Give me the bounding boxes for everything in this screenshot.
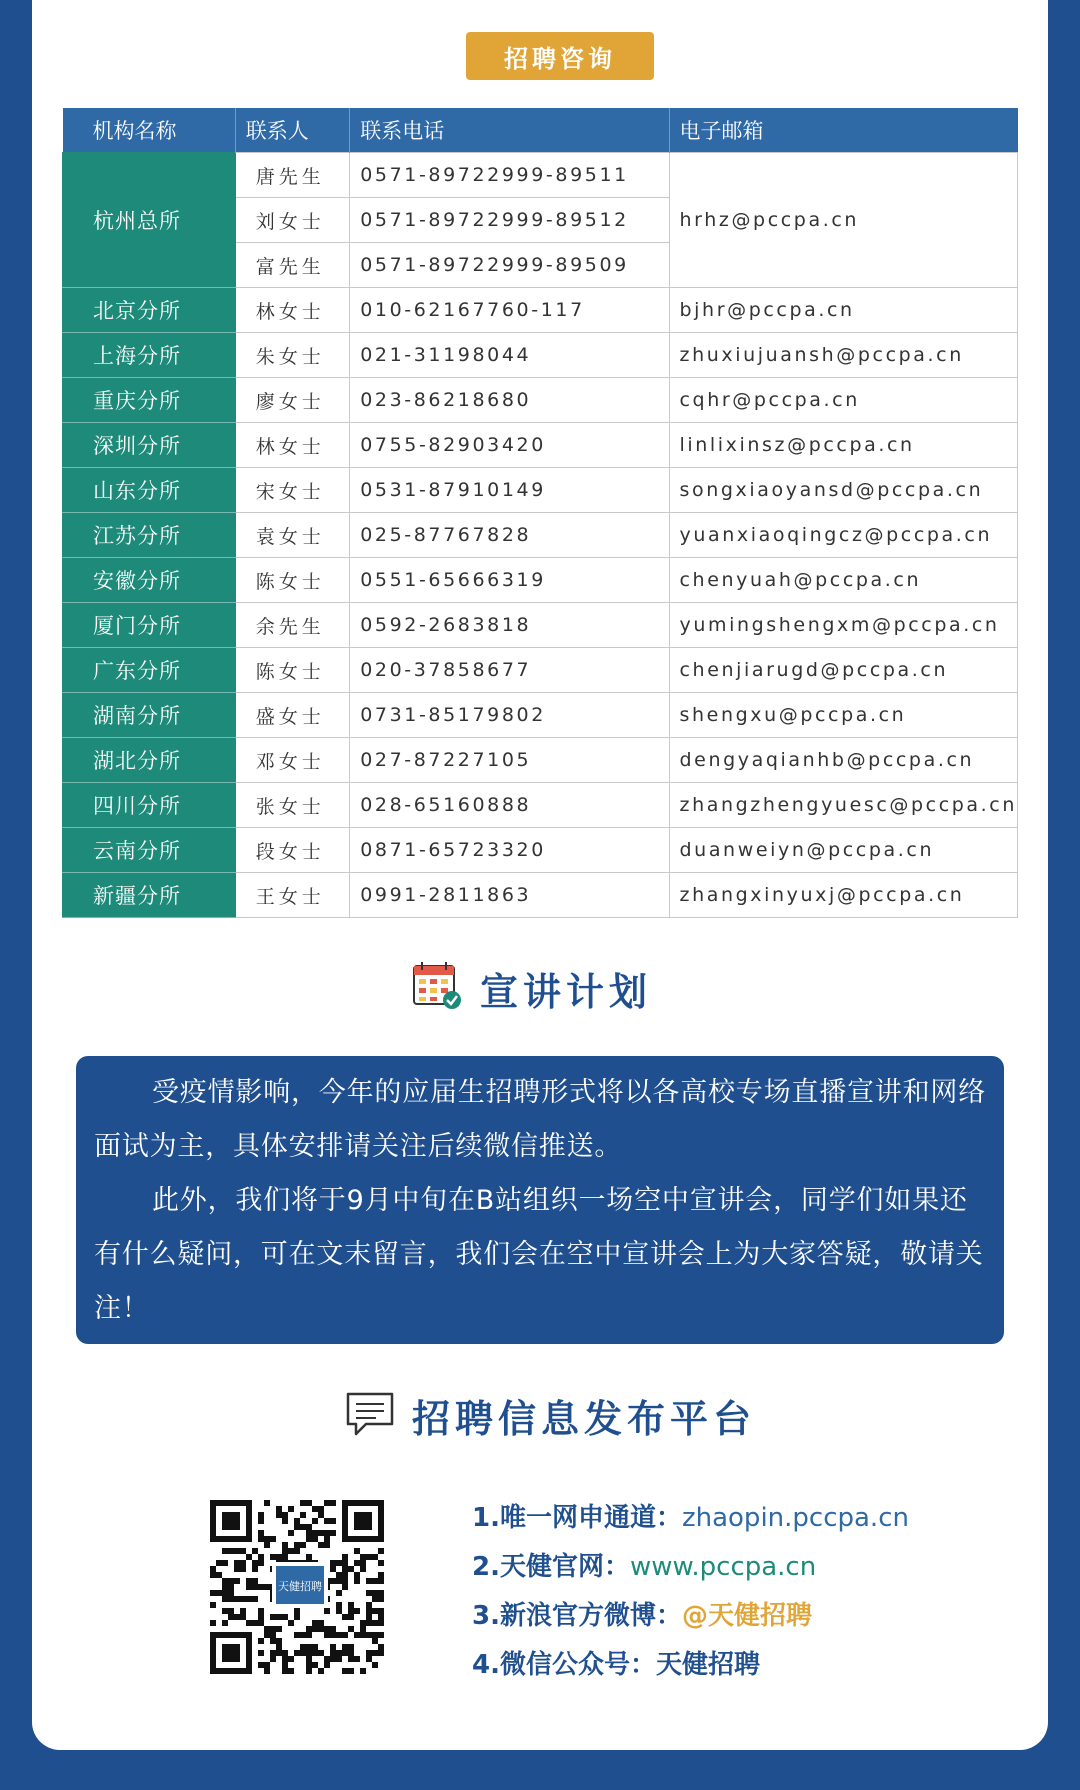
person-cell: 刘女士 <box>235 198 349 243</box>
table-row <box>63 873 1018 918</box>
apply-link[interactable]: zhaopin.pccpa.cn <box>681 1503 909 1533</box>
table-row <box>63 738 1018 783</box>
table-row <box>63 603 1018 648</box>
table-row <box>63 828 1018 873</box>
website-link[interactable]: www.pccpa.cn <box>629 1552 817 1582</box>
org-cell: 广东分所 <box>63 648 236 693</box>
org-cell: 山东分所 <box>63 468 236 513</box>
email-cell[interactable]: duanweiyn@pccpa.cn <box>669 828 1017 873</box>
phone-cell: 0731-85179802 <box>350 693 669 738</box>
person-cell: 盛女士 <box>235 693 349 738</box>
phone-cell: 0571-89722999-89511 <box>350 153 669 198</box>
person-cell: 邓女士 <box>235 738 349 783</box>
email-cell[interactable]: chenyuah@pccpa.cn <box>669 558 1017 603</box>
table-row <box>63 468 1018 513</box>
email-cell[interactable]: linlixinsz@pccpa.cn <box>669 423 1017 468</box>
phone-cell: 025-87767828 <box>350 513 669 558</box>
table-row <box>63 378 1018 423</box>
org-cell: 云南分所 <box>63 828 236 873</box>
notice-paragraph: 此外，我们将于9月中旬在B站组织一场空中宣讲会，同学们如果还有什么疑问，可在文末留言，我们会在空中宣讲会上为大家答疑，敬请关注！ <box>94 1185 984 1324</box>
email-cell[interactable]: zhuxiujuansh@pccpa.cn <box>669 333 1017 378</box>
notice-paragraph: 受疫情影响，今年的应届生招聘形式将以各高校专场直播宣讲和网络面试为主，具体安排请关注后续微信推送。 <box>94 1077 986 1162</box>
table-row <box>63 558 1018 603</box>
person-cell: 陈女士 <box>235 648 349 693</box>
table-row <box>63 693 1018 738</box>
link-row <box>472 1494 909 1543</box>
email-cell[interactable]: zhangxinyuxj@pccpa.cn <box>669 873 1017 918</box>
person-cell: 宋女士 <box>235 468 349 513</box>
link-label: 2.天健官网： <box>472 1552 630 1582</box>
org-cell: 北京分所 <box>63 288 236 333</box>
person-cell: 王女士 <box>235 873 349 918</box>
phone-cell: 0592-2683818 <box>350 603 669 648</box>
email-cell[interactable]: songxiaoyansd@pccpa.cn <box>669 468 1017 513</box>
table-row <box>63 333 1018 378</box>
platform-heading <box>344 1388 756 1443</box>
plan-title: 宣讲计划 <box>480 969 653 1014</box>
email-cell[interactable]: yuanxiaoqingcz@pccpa.cn <box>669 513 1017 558</box>
org-cell: 湖南分所 <box>63 693 236 738</box>
calendar-check-icon <box>410 960 464 1016</box>
org-cell: 四川分所 <box>63 783 236 828</box>
header-person: 联系人 <box>235 108 349 153</box>
org-cell: 重庆分所 <box>63 378 236 423</box>
phone-cell: 0755-82903420 <box>350 423 669 468</box>
email-cell[interactable]: bjhr@pccpa.cn <box>669 288 1017 333</box>
org-cell: 安徽分所 <box>63 558 236 603</box>
table-row <box>63 288 1018 333</box>
link-label: 3.新浪官方微博： <box>472 1601 682 1631</box>
link-row <box>472 1641 909 1690</box>
phone-cell: 0531-87910149 <box>350 468 669 513</box>
chat-bubble-icon <box>344 1390 396 1442</box>
person-cell: 林女士 <box>235 288 349 333</box>
qr-code[interactable] <box>210 1500 390 1674</box>
person-cell: 廖女士 <box>235 378 349 423</box>
person-cell: 陈女士 <box>235 558 349 603</box>
org-cell: 上海分所 <box>63 333 236 378</box>
person-cell: 段女士 <box>235 828 349 873</box>
phone-cell: 028-65160888 <box>350 783 669 828</box>
contact-table <box>62 108 1018 918</box>
link-row <box>472 1543 909 1592</box>
header-email: 电子邮箱 <box>669 108 1017 153</box>
platform-title: 招聘信息发布平台 <box>412 1397 757 1441</box>
table-row <box>63 648 1018 693</box>
table-header-row <box>63 108 1018 153</box>
org-cell: 杭州总所 <box>63 153 236 288</box>
email-cell[interactable]: chenjiarugd@pccpa.cn <box>669 648 1017 693</box>
header-phone: 联系电话 <box>350 108 669 153</box>
email-cell[interactable]: zhangzhengyuesc@pccpa.cn <box>669 783 1017 828</box>
phone-cell: 0991-2811863 <box>350 873 669 918</box>
person-cell: 唐先生 <box>235 153 349 198</box>
qr-logo-text: 天健招聘 <box>278 1580 322 1593</box>
table-row <box>63 153 1018 198</box>
org-cell: 厦门分所 <box>63 603 236 648</box>
plan-heading <box>410 960 652 1016</box>
org-cell: 江苏分所 <box>63 513 236 558</box>
platform-links <box>472 1494 909 1690</box>
org-cell: 湖北分所 <box>63 738 236 783</box>
weibo-link[interactable]: @天健招聘 <box>681 1601 812 1631</box>
plan-notice <box>76 1056 1004 1344</box>
table-row <box>63 513 1018 558</box>
table-row <box>63 783 1018 828</box>
person-cell: 林女士 <box>235 423 349 468</box>
phone-cell: 023-86218680 <box>350 378 669 423</box>
person-cell: 富先生 <box>235 243 349 288</box>
person-cell: 袁女士 <box>235 513 349 558</box>
email-cell[interactable]: cqhr@pccpa.cn <box>669 378 1017 423</box>
link-label: 1.唯一网申通道： <box>472 1503 682 1533</box>
email-cell[interactable]: dengyaqianhb@pccpa.cn <box>669 738 1017 783</box>
phone-cell: 027-87227105 <box>350 738 669 783</box>
table-row <box>63 423 1018 468</box>
person-cell: 张女士 <box>235 783 349 828</box>
phone-cell: 020-37858677 <box>350 648 669 693</box>
phone-cell: 0571-89722999-89512 <box>350 198 669 243</box>
phone-cell: 0571-89722999-89509 <box>350 243 669 288</box>
header-org: 机构名称 <box>63 108 236 153</box>
person-cell: 余先生 <box>235 603 349 648</box>
phone-cell: 0871-65723320 <box>350 828 669 873</box>
phone-cell: 0551-65666319 <box>350 558 669 603</box>
wechat-account: 天健招聘 <box>655 1650 760 1680</box>
phone-cell: 010-62167760-117 <box>350 288 669 333</box>
link-label: 4.微信公众号： <box>472 1650 656 1680</box>
phone-cell: 021-31198044 <box>350 333 669 378</box>
email-cell[interactable]: yumingshengxm@pccpa.cn <box>669 603 1017 648</box>
consult-title-badge: 招聘咨询 <box>466 32 654 80</box>
email-cell[interactable]: hrhz@pccpa.cn <box>669 153 1017 288</box>
email-cell[interactable]: shengxu@pccpa.cn <box>669 693 1017 738</box>
org-cell: 深圳分所 <box>63 423 236 468</box>
org-cell: 新疆分所 <box>63 873 236 918</box>
link-row <box>472 1592 909 1641</box>
person-cell: 朱女士 <box>235 333 349 378</box>
